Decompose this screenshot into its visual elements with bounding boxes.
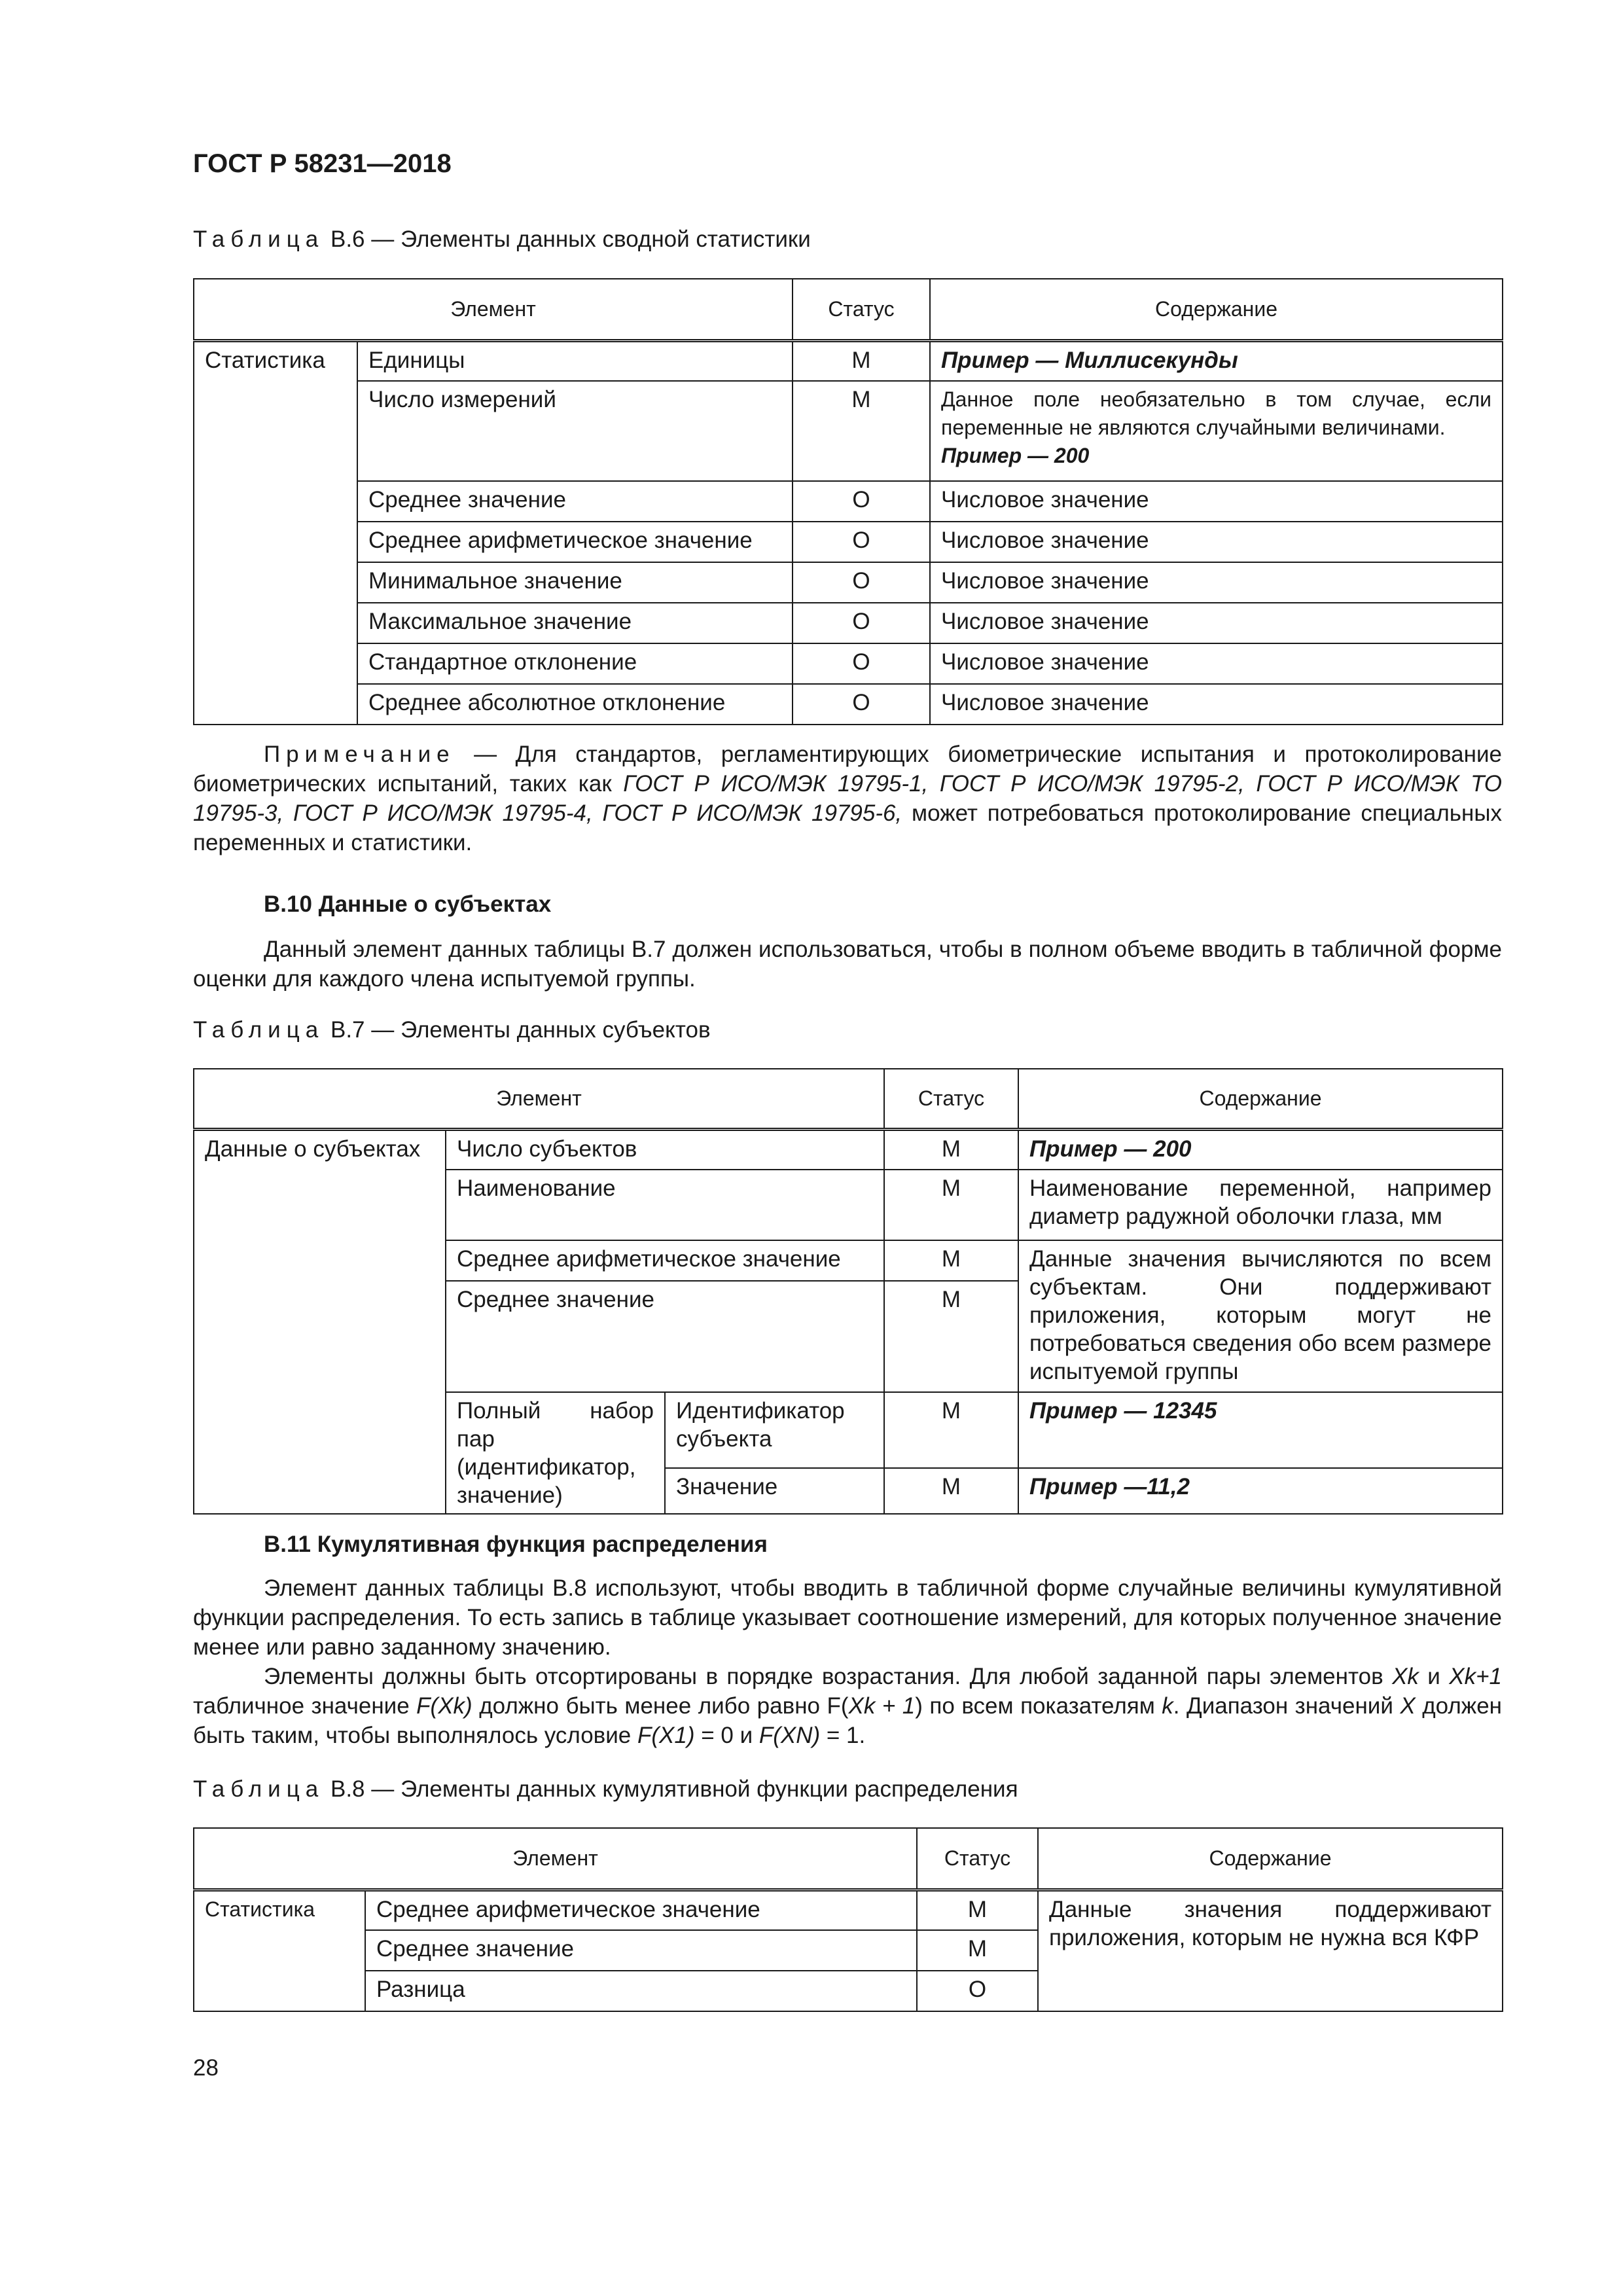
table-7-head-content: Содержание <box>1018 1069 1503 1129</box>
status-cell: O <box>793 481 930 522</box>
status-cell: O <box>793 562 930 603</box>
document-header: ГОСТ Р 58231—2018 <box>193 149 452 178</box>
table-row: Среднее значение <box>357 481 793 522</box>
content-text: Данное поле необязательно в том случае, если переменные не являются случайными величинами. <box>941 387 1491 439</box>
text-run: Элементы должны быть отсортированы в порядке возрастания. Для любой заданной пары элементов <box>264 1664 1393 1689</box>
table-6-head-content: Содержание <box>930 279 1503 340</box>
table-row: Среднее арифметическое значение <box>357 522 793 562</box>
page-number: 28 <box>193 2055 219 2081</box>
status-cell: M <box>884 1240 1018 1281</box>
status-cell: M <box>793 340 930 381</box>
table-row: Стандартное отклонение <box>357 643 793 684</box>
table-row: Среднее арифметическое значение <box>446 1240 884 1281</box>
math-fx1: F(X1) <box>637 1723 695 1748</box>
caption-text: В.7 — Элементы данных субъектов <box>330 1017 711 1043</box>
math-xk1: Xk+1 <box>1449 1664 1503 1689</box>
note-text-end: может потребоваться протоколирование специальных переменных и статистики. <box>193 800 1503 855</box>
text-run: = 1. <box>820 1723 866 1748</box>
content-cell: Наименование переменной, например диаметр радужной оболочки глаза, мм <box>1018 1170 1503 1240</box>
status-cell: M <box>884 1392 1018 1468</box>
table-6-head-status: Статус <box>793 279 930 340</box>
content-cell: Пример — 200 <box>1018 1129 1503 1170</box>
content-cell: Данные значения вычисляются по всем субъектам. Они поддерживают приложения, которым могут не потребоваться сведения обо всем размере испытуемой группы <box>1018 1240 1503 1392</box>
table-row: Среднее арифметическое значение <box>365 1890 917 1930</box>
note-label: Примечание <box>264 742 455 767</box>
status-cell: M <box>884 1468 1018 1514</box>
caption-word: Таблица <box>193 1776 325 1802</box>
table-row: Значение <box>665 1468 884 1514</box>
table-6 <box>193 278 1503 725</box>
content-cell: Числовое значение <box>930 481 1503 522</box>
text-run: табличное значение <box>193 1693 417 1719</box>
status-cell: M <box>793 381 930 481</box>
note-text: — Для стандартов, регламентирующих биометрические испытания и протоколирование биометрических испытаний, таких как <box>193 742 1502 797</box>
table-6-caption <box>193 226 811 253</box>
table-7 <box>193 1068 1503 1515</box>
math-fxn: F(XN) <box>758 1723 821 1748</box>
table-7-head-element: Элемент <box>194 1069 884 1129</box>
content-cell: Числовое значение <box>930 684 1503 725</box>
text-run: и <box>1418 1664 1450 1689</box>
text-run: . Диапазон значений <box>1173 1693 1400 1719</box>
table-6-note <box>193 740 1502 857</box>
content-cell: Пример — Миллисекунды <box>930 340 1503 381</box>
status-cell: M <box>884 1170 1018 1240</box>
table-row: Единицы <box>357 340 793 381</box>
math-xk-plus-1: Xk + 1 <box>848 1693 916 1719</box>
table-8-head-element: Элемент <box>194 1828 917 1890</box>
table-7-set-label: Полный набор пар (идентификатор, значение) <box>446 1392 665 1514</box>
table-row: Идентификатор субъекта <box>665 1392 884 1468</box>
table-8-head-status: Статус <box>917 1828 1038 1890</box>
caption-text: В.8 — Элементы данных кумулятивной функции распределения <box>330 1776 1018 1802</box>
table-row: Число измерений <box>357 381 793 481</box>
status-cell: O <box>793 603 930 643</box>
table-row: Среднее значение <box>365 1930 917 1971</box>
caption-word: Таблица <box>193 226 325 252</box>
table-row: Максимальное значение <box>357 603 793 643</box>
status-cell: O <box>793 684 930 725</box>
table-7-caption <box>193 1017 711 1043</box>
status-cell: O <box>917 1971 1038 2011</box>
content-example: Пример — 200 <box>941 444 1090 467</box>
table-6-group: Статистика <box>194 340 357 725</box>
status-cell: M <box>917 1890 1038 1930</box>
text-run: должно быть менее либо равно F( <box>472 1693 849 1719</box>
text-run: должен быть таким, чтобы выполнялось условие <box>193 1693 1502 1748</box>
status-cell: M <box>884 1129 1018 1170</box>
table-7-head-status: Статус <box>884 1069 1018 1129</box>
section-11-title: В.11 Кумулятивная функция распределения <box>264 1532 768 1557</box>
text-run: = 0 и <box>694 1723 759 1748</box>
table-row: Минимальное значение <box>357 562 793 603</box>
content-cell: Числовое значение <box>930 522 1503 562</box>
content-cell <box>930 381 1503 481</box>
status-cell: O <box>793 643 930 684</box>
content-cell: Числовое значение <box>930 562 1503 603</box>
section-11-paragraph-2 <box>193 1662 1502 1750</box>
section-10-title: В.10 Данные о субъектах <box>264 891 552 917</box>
math-k: k <box>1162 1693 1173 1719</box>
table-row: Наименование <box>446 1170 884 1240</box>
status-cell: M <box>884 1281 1018 1392</box>
text-run: ) по всем показателям <box>915 1693 1162 1719</box>
status-cell: M <box>917 1930 1038 1971</box>
table-8-group: Статистика <box>194 1890 365 2011</box>
content-cell: Пример —11,2 <box>1018 1468 1503 1514</box>
math-x: X <box>1400 1693 1416 1719</box>
table-row: Разница <box>365 1971 917 2011</box>
caption-word: Таблица <box>193 1017 325 1043</box>
section-10-text: Данный элемент данных таблицы В.7 должен использоваться, чтобы в полном объеме вводить в табличной форме оценки для каждого члена испытуемой группы. <box>193 937 1502 992</box>
math-xk: Xk <box>1392 1664 1419 1689</box>
section-11-paragraph-1: Элемент данных таблицы В.8 используют, чтобы вводить в табличной форме случайные величины кумулятивной функции распределения. То есть запись в таблице указывает соотношение измерений, для которых полученное значение менее или равно заданному значению. <box>193 1575 1502 1660</box>
table-row: Среднее абсолютное отклонение <box>357 684 793 725</box>
table-7-group: Данные о субъектах <box>194 1129 446 1514</box>
table-8-head-content: Содержание <box>1038 1828 1503 1890</box>
content-cell: Числовое значение <box>930 603 1503 643</box>
table-6-head-element: Элемент <box>194 279 793 340</box>
math-fxk: F(Xk) <box>416 1693 473 1719</box>
status-cell: O <box>793 522 930 562</box>
caption-text: В.6 — Элементы данных сводной статистики <box>330 226 811 252</box>
table-row: Среднее значение <box>446 1281 884 1392</box>
content-cell: Пример — 12345 <box>1018 1392 1503 1468</box>
table-8-caption <box>193 1776 1018 1803</box>
content-cell: Данные значения поддерживают приложения, которым не нужна вся КФР <box>1038 1890 1503 2011</box>
note-refs: ГОСТ Р ИСО/МЭК 19795-1, ГОСТ Р ИСО/МЭК 19795-2, ГОСТ Р ИСО/МЭК ТО 19795-3, ГОСТ Р ИСО/МЭК 19795-4, ГОСТ Р ИСО/МЭК 19795-6, <box>193 771 1502 826</box>
table-row: Число субъектов <box>446 1129 884 1170</box>
content-cell: Числовое значение <box>930 643 1503 684</box>
table-8 <box>193 1827 1503 2012</box>
